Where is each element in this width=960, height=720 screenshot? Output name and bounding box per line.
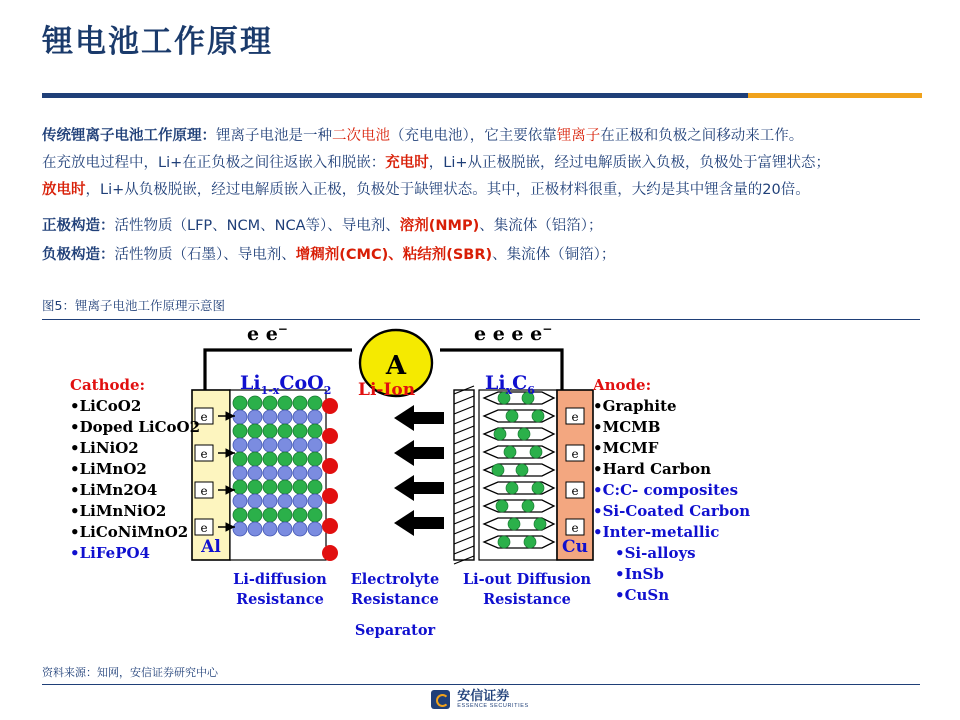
cathode-resistance-line2: Resistance [236,591,324,608]
cathode-item-0: •LiCoO2 [70,397,142,415]
paragraph-1-t2: （充电电池），它主要依靠 [390,128,557,144]
ammeter-label: A [385,351,407,381]
cathode-legend-heading: Cathode: [70,376,146,394]
anode-sub-item-0: •Si-alloys [615,544,696,562]
electron-label-left: e e− [247,322,288,345]
anode-structure-text-1: 活性物质（石墨）、导电剂、 [114,247,296,263]
cathode-formula: $Li_{1-x}CoO_2$ [240,372,332,397]
cathode-item-7: •LiFePO4 [70,544,150,562]
logo-name-cn: 安信证券 [457,689,510,704]
cathode-structure-highlight: 溶剂(NMP) [399,218,480,234]
paragraph-2-t1: 在充放电过程中，Li+在正负极之间往返嵌入和脱嵌： [42,155,386,171]
cathode-item-4: •LiMn2O4 [70,481,158,499]
anode-sub-item-2: •CuSn [615,586,670,604]
paragraph-2-t2: ，Li+从正极脱嵌，经过电解质嵌入负极，负极处于富锂状态； [428,155,831,171]
anode-item-2: •MCMF [593,439,659,457]
structure-paragraphs [42,212,932,270]
anode-item-1: •MCMB [593,418,661,436]
cathode-item-1: •Doped LiCoO2 [70,418,201,436]
anode-item-3: •Hard Carbon [593,460,712,478]
page-title-bar [42,22,922,62]
anode-item-6: •Inter-metallic [593,523,720,541]
cathode-resistance-label [210,570,350,610]
cathode-structure-text-2: 、集流体（铝箔）； [479,218,603,234]
paragraph-1-t3: 在正极和负极之间移动来工作。 [600,128,804,144]
cathode-item-5: •LiMnNiO2 [70,502,167,520]
cathode-structure-line [42,212,932,241]
cathode-item-2: •LiNiO2 [70,439,139,457]
cathode-structure-text-1: 活性物质（LFP、NCM、NCA等）、导电剂、 [114,218,400,234]
anode-item-4: •C:C- composites [593,481,739,499]
al-label: Al [201,537,221,557]
cu-label: Cu [562,537,588,557]
paragraph-1-lead: 传统锂离子电池工作原理： [42,128,216,144]
svg-text:e: e [571,484,579,498]
svg-text:e: e [571,410,579,424]
electrolyte-resistance-line1: Electrolyte [350,571,440,588]
paragraph-2 [42,150,932,177]
anode-legend [593,375,750,606]
anode-legend-heading: Anode: [593,376,652,394]
svg-text:e: e [571,521,579,535]
logo-mark-icon [431,690,450,709]
svg-text:e: e [200,410,208,424]
anode-item-5: •Si-Coated Carbon [593,502,751,520]
cathode-legend [70,375,200,564]
paragraph-1 [42,123,932,150]
paragraph-2-highlight: 充电时 [385,155,429,171]
battery-principle-diagram [42,320,920,660]
paragraph-1-highlight-1: 二次电池 [332,128,390,144]
svg-text:e: e [571,447,579,461]
svg-text:e: e [200,521,208,535]
anode-structure-text-2: 、集流体（铜箔）； [492,247,616,263]
anode-sub-item-1: •InSb [615,565,664,583]
electron-label-right: e e e e− [474,322,553,345]
title-divider [42,93,922,98]
anode-resistance-line2: Resistance [483,591,571,608]
anode-resistance-line1: Li-out Diffusion [462,571,592,588]
anode-formula: $Li_xC_6$ [485,372,535,397]
anode-structure-line [42,241,932,270]
svg-text:e: e [200,447,208,461]
li-ion-arrows [394,405,444,536]
logo-name-en: ESSENCE SECURITIES [457,702,529,709]
company-logo [0,690,960,709]
svg-text:e: e [200,484,208,498]
paragraph-1-highlight-2: 锂离子 [556,128,601,144]
cathode-item-6: •LiCoNiMnO2 [70,523,189,541]
paragraph-3 [42,177,932,204]
paragraph-3-t1: ，Li+从负极脱嵌，经过电解质嵌入正极，负极处于缺锂状态。其中，正极材料很重，大约是其中锂含量的20倍。 [85,182,810,198]
title-divider-blue [42,93,748,98]
title-divider-orange [748,93,922,98]
separator-label: Separator [354,622,436,639]
anode-structure-highlight: 增稠剂(CMC)、粘结剂(SBR) [295,247,493,263]
paragraph-1-t1: 锂离子电池是一种 [216,128,332,144]
logo-text [457,690,529,709]
electrolyte-resistance-line2: Resistance [351,591,439,608]
electrolyte-resistance-label [340,570,450,610]
cathode-resistance-line1: Li-diffusion [233,571,327,588]
source-note: 资料来源：知网，安信证券研究中心 [42,664,920,685]
li-ion-text: Li-Ion [358,380,416,400]
anode-item-0: •Graphite [593,397,677,415]
intro-paragraphs [42,123,932,204]
page-title: 锂电池工作原理 [42,24,273,60]
cathode-item-3: •LiMnO2 [70,460,147,478]
cathode-structure-label: 正极构造： [42,218,115,234]
anode-resistance-label [452,570,602,610]
paragraph-3-highlight: 放电时 [42,182,86,198]
figure-caption: 图5：锂离子电池工作原理示意图 [42,296,920,320]
anode-structure-label: 负极构造： [42,247,115,263]
